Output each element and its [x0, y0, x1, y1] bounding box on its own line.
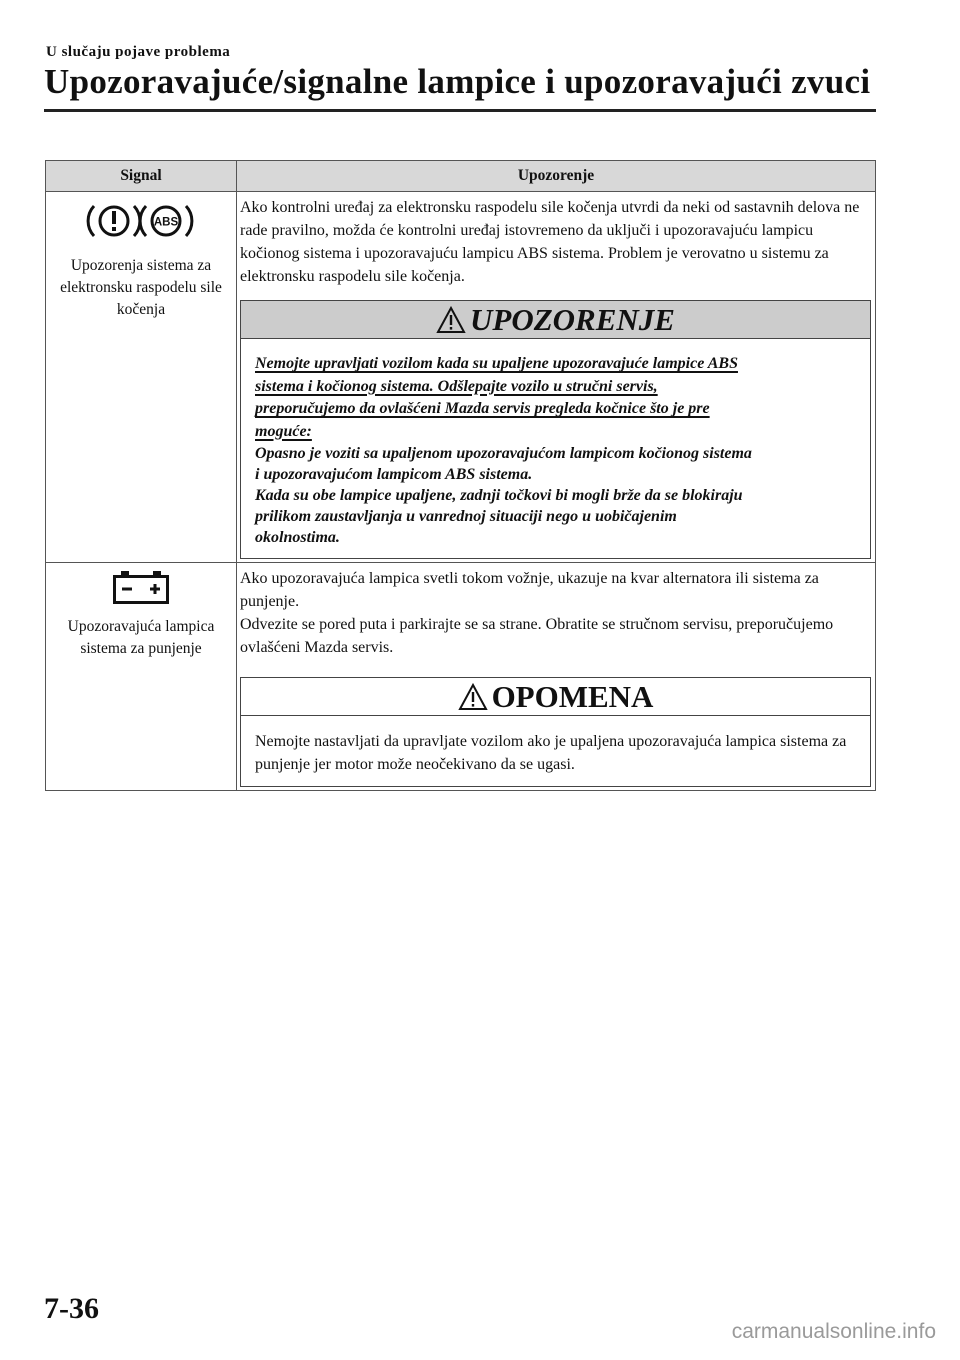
col-header-warning: Upozorenje [237, 161, 876, 192]
description-text: Ako upozoravajuća lampica svetli tokom vožnje, ukazuje na kvar alternatora ili sistema za punjenje. [240, 570, 819, 610]
col-header-signal: Signal [46, 161, 237, 192]
warning-line: okolnostima. [255, 529, 340, 546]
warning-box [240, 300, 871, 559]
warning-line: moguće: [255, 422, 312, 440]
signal-cell [46, 192, 237, 563]
warning-box-header [241, 301, 870, 339]
warning-line: i upozoravajućom lampicom ABS sistema. [255, 466, 533, 483]
section-label: U slučaju pojave problema [46, 44, 231, 60]
description-text: Odvezite se pored puta i parkirajte se sa strane. Obratite se stručnom servisu, preporučujemo ovlašćeni Mazda servis. [240, 616, 834, 656]
warning-line: Opasno je voziti sa upaljenom upozoravajućom lampicom kočionog sistema [255, 445, 752, 462]
warning-triangle-icon [436, 306, 466, 334]
table-header-row [46, 161, 876, 192]
warning-lights-table [45, 160, 876, 791]
caution-text: Nemojte nastavljati da upravljate vozilom ako je upaljena upozoravajuća lampica sistema za punjenje jer motor može neočekivano da se ugasi. [255, 733, 847, 773]
warning-triangle-icon [458, 683, 488, 711]
warning-line: Nemojte upravljati vozilom kada su upaljene upozoravajuće lampice ABS [255, 355, 738, 372]
page-title: Upozoravajuće/signalne lampice i upozoravajući zvuci [44, 62, 871, 101]
table-row [46, 192, 876, 563]
page-number: 7-36 [44, 1292, 99, 1325]
warning-line: sistema i kočionog sistema. Odšlepajte vozilo u stručni servis, [255, 377, 658, 395]
table-row [46, 563, 876, 791]
warning-box-body [241, 339, 870, 558]
caution-box-body [241, 716, 870, 786]
description-cell [237, 563, 876, 791]
watermark: carmanualsonline.info [731, 1320, 936, 1343]
warning-box-title: UPOZORENJE [470, 301, 675, 337]
caution-box-title: OPOMENA [491, 678, 654, 714]
signal-caption: Upozorenja sistema za elektronsku raspodelu sile kočenja [60, 257, 222, 318]
brake-abs-warning-icon [82, 198, 200, 244]
warning-line: preporučujemo da ovlašćeni Mazda servis pregleda kočnice što je pre [255, 400, 710, 417]
title-rule [44, 109, 876, 112]
warning-line: prilikom zaustavljanja u vanrednoj situaciji nego u uobičajenim [255, 508, 677, 525]
description-cell [237, 192, 876, 563]
description-text: Ako kontrolni uređaj za elektronsku raspodelu sile kočenja utvrdi da neki od sastavnih delova ne rade pravilno, možda će kontrolni uređaj istovremeno da uključi i upozoravajuću lampicu kočionog sistema i upozoravajuću lampicu ABS sistema. Problem je verovatno u sistemu za elektronsku raspodelu sile kočenja. [240, 199, 860, 285]
signal-cell [46, 563, 237, 791]
battery-charging-icon [112, 569, 170, 605]
caution-box-header [241, 678, 870, 716]
caution-box [240, 677, 871, 787]
warning-line: Kada su obe lampice upaljene, zadnji točkovi bi mogli brže da se blokiraju [255, 487, 743, 504]
signal-caption: Upozoravajuća lampica sistema za punjenje [67, 618, 215, 657]
abs-label: ABS [153, 216, 179, 229]
